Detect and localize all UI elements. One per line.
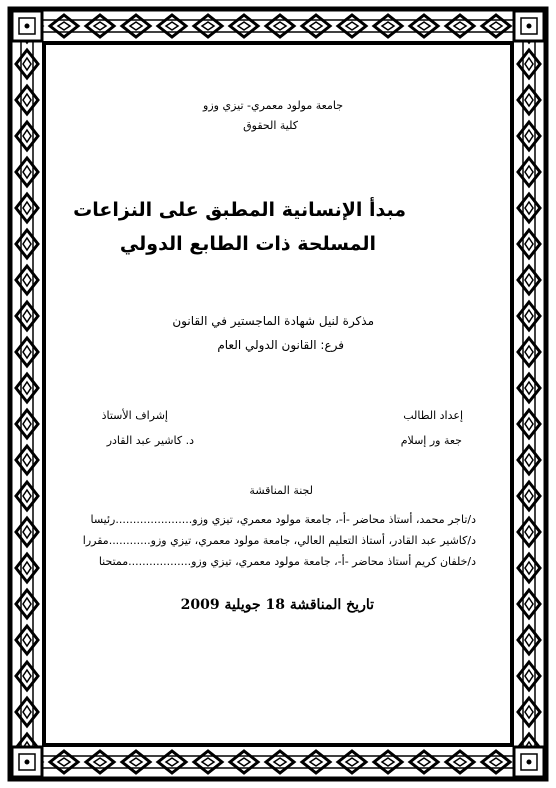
thesis-title-line1: مبدأ الإنسانية المطبق على النزاعات: [73, 199, 406, 221]
faculty-name: كلية الحقوق: [243, 119, 298, 132]
supervisor-name: د. كاشير عبد القادر: [106, 434, 194, 447]
thesis-purpose: مذكرة لنيل شهادة الماجستير في القانون: [172, 314, 374, 328]
defense-date: تاريخ المناقشة 18 جويلية 2009: [180, 597, 374, 613]
thesis-title-line2: المسلحة ذات الطابع الدولي: [119, 233, 376, 255]
committee-member: د/خلفان كريم أستاذ محاضر -أ-، جامعة مولود معمري، تيزي وزو..................ممتحنا: [98, 555, 476, 568]
thesis-branch: فرع: القانون الدولي العام: [217, 338, 344, 352]
student-name: جعة ور إسلام: [400, 434, 462, 447]
committee-heading: لجنة المناقشة: [249, 484, 313, 497]
university-name: جامعة مولود معمري- تيزي وزو: [203, 99, 343, 112]
supervisor-label: إشراف الأستاذ: [101, 409, 168, 422]
committee-member: د/كاشير عبد القادر، أستاذ التعليم العالي، جامعة مولود معمري، تيزي وزو............مقررا: [82, 534, 476, 547]
committee-member: د/تاجر محمد، أستاذ محاضر -أ-، جامعة مولود معمري، تيزي وزو......................رئيسا: [90, 513, 476, 526]
student-label: إعداد الطالب: [403, 409, 463, 422]
